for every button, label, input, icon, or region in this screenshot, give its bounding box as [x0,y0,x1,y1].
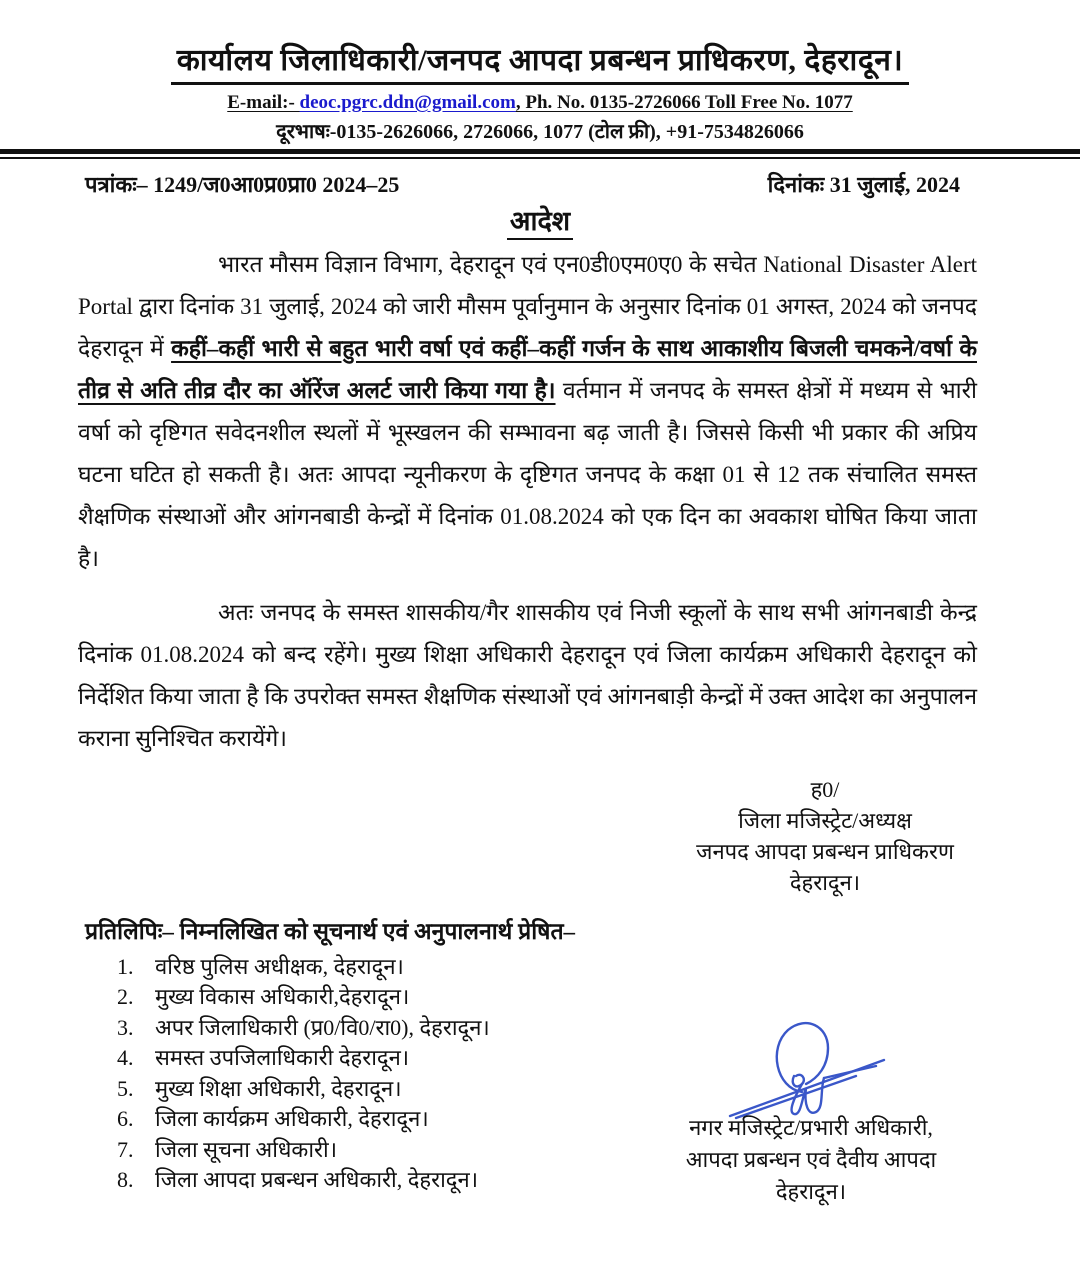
orange-alert-bold-text: कहीं–कहीं भारी से बहुत भारी वर्षा एवं कहीं–कहीं गर्जन के साथ आकाशीय बिजली चमकने/वर्षा के तीव्र से अति तीव्र दौर का ऑरेंज अलर्ट जारी किया गया है। [78,335,977,403]
authority-name: जनपद आपदा प्रबन्धन प्राधिकरण [696,838,954,864]
place-dehradun: देहरादून। [775,1179,847,1204]
phone-line: दूरभाषः-0135-2626066, 2726066, 1077 (टोल फ्री), +91-7534826066 [276,120,804,143]
copy-item: समस्त उपजिलाधिकारी देहरादून। [155,1045,410,1070]
copy-item: जिला कार्यक्रम अधिकारी, देहरादून। [155,1106,429,1131]
order-body [78,244,977,760]
header-divider [0,149,1080,159]
copy-item: जिला सूचना अधिकारी। [155,1136,338,1162]
letterhead [0,0,1080,144]
signed-abbreviation: ह0/ [810,776,840,802]
order-paragraph-2: अतः जनपद के समस्त शासकीय/गैर शासकीय एवं निजी स्कूलों के साथ सभी आंगनबाडी केन्द्र दिनांक 01.08.2024 को बन्द रहेंगे। मुख्य शिक्षा अधिकारी देहरादून एवं जिला कार्यक्रम अधिकारी देहरादून को निर्देशित किया जाता है कि उपरोक्त समस्त शैक्षणिक संस्थाओं एवं आंगनबाड़ी केन्द्रों में उक्त आदेश का अनुपालन कराना सुनिश्चित करायेंगे। [78,599,977,751]
para1-rest-text: वर्तमान में जनपद के समस्त क्षेत्रों में मध्यम से भारी वर्षा को दृष्टिगत सवेदनशील स्थलों में भूस्खलन की सम्भावना बढ़ जाती है। जिससे किसी भी प्रकार की अप्रिय घटना घटित हो सकती है। अतः आपदा न्यूनीकरण के दृष्टिगत जनपद के कक्षा 01 से 12 तक संचालित समस्त शैक्षणिक संस्थाओं और आंगनबाडी केन्द्रों में दिनांक 01.08.2024 को एक दिन का अवकाश घोषित किया जाता है। [78,377,977,571]
copies-heading: प्रतिलिपिः– निम्नलिखित को सूचनार्थ एवं अनुपालनार्थ प्रेषित– [85,918,576,944]
department-disaster-management: आपदा प्रबन्धन एवं दैवीय आपदा [685,1147,937,1172]
reference-row [0,159,1080,199]
copy-item: अपर जिलाधिकारी (प्र0/वि0/रा0), देहरादून। [155,1014,490,1040]
letter-number: पत्रांकः– 1249/ज0आ0प्र0प्रा0 2024–25 [85,171,400,197]
order-heading: आदेश [507,206,573,240]
designation-district-magistrate: जिला मजिस्ट्रेट/अध्यक्ष [738,807,912,833]
divider-thick-line [0,149,1080,154]
office-title: कार्यालय जिलाधिकारी/जनपद आपदा प्रबन्धन प्राधिकरण, देहरादून। [171,44,910,85]
phone-tollfree-text: , Ph. No. 0135-2726066 Toll Free No. 1077 [515,91,853,113]
para1-lead-text: भारत मौसम विज्ञान विभाग, देहरादून एवं एन0डी0एम0ए0 के सचेत National Disaster Alert Portal द्वारा दिनांक 31 जुलाई, 2024 को जारी मौसम पूर्वानुमान के अनुसार दिनांक 01 अगस्त, 2024 को जनपद देहरादून में [78,251,977,361]
copy-item: जिला आपदा प्रबन्धन अधिकारी, देहरादून। [155,1167,479,1192]
signature-block-authority [660,774,990,898]
copy-item: मुख्य शिक्षा अधिकारी, देहरादून। [155,1075,402,1101]
copy-item: मुख्य विकास अधिकारी,देहरादून। [155,984,410,1009]
handwritten-signature-ink [706,1014,916,1126]
email-line [0,92,1080,114]
signature-block-city-magistrate [638,1014,984,1208]
designation-city-magistrate: नगर मजिस्ट्रेट/प्रभारी अधिकारी, [689,1115,933,1140]
order-paragraph-1 [78,244,977,580]
order-heading-wrap [0,201,1080,238]
email-link[interactable]: deoc.pgrc.ddn@gmail.com [299,91,516,113]
authority-place: देहरादून। [789,869,861,895]
email-label: E-mail:- [227,91,300,113]
copy-item: वरिष्ठ पुलिस अधीक्षक, देहरादून। [155,953,404,979]
letter-date: दिनांकः 31 जुलाई, 2024 [767,171,960,197]
